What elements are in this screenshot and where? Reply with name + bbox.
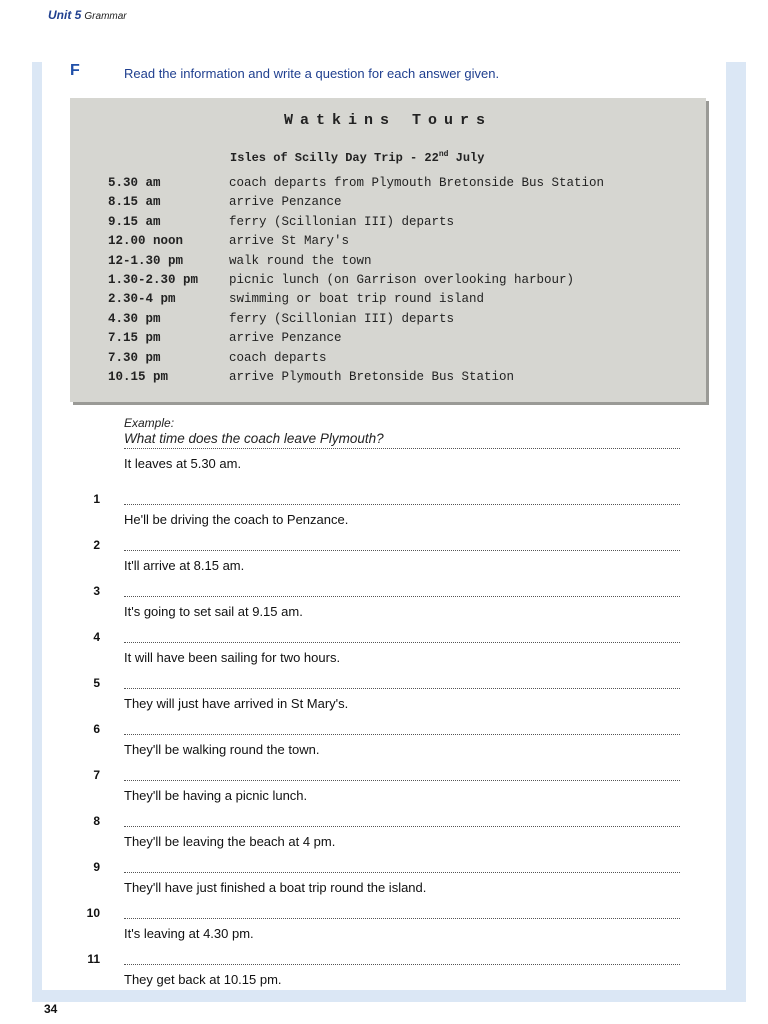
item-number: 1	[93, 492, 100, 506]
question-item	[0, 860, 768, 904]
item-number: 4	[93, 630, 100, 644]
answer-line[interactable]	[124, 494, 680, 505]
given-answer: It's leaving at 4.30 pm.	[124, 926, 254, 941]
answer-line[interactable]	[124, 816, 680, 827]
schedule-event: swimming or boat trip round island	[229, 292, 485, 307]
schedule-row	[108, 174, 604, 193]
question-item	[0, 492, 768, 536]
schedule-row	[108, 329, 604, 348]
given-answer: They will just have arrived in St Mary's.	[124, 696, 349, 711]
item-number: 7	[93, 768, 100, 782]
question-item	[0, 768, 768, 812]
answer-line[interactable]	[124, 678, 680, 689]
schedule-time: 5.30 am	[108, 176, 161, 190]
unit-header	[48, 8, 127, 22]
schedule-time: 12-1.30 pm	[108, 253, 184, 268]
notice-subtitle-main: Isles of Scilly Day Trip - 22	[230, 151, 439, 165]
question-item	[0, 538, 768, 582]
item-number: 11	[87, 952, 100, 966]
question-item	[0, 722, 768, 766]
schedule-event: ferry (Scillonian III) departs	[229, 311, 455, 326]
example-answer: It leaves at 5.30 am.	[124, 456, 242, 471]
schedule-row	[108, 213, 604, 232]
answer-line[interactable]	[124, 632, 680, 643]
schedule-event: ferry (Scillonian III) departs	[229, 214, 455, 229]
given-answer: They'll be leaving the beach at 4 pm.	[124, 834, 336, 849]
schedule-time: 10.15 pm	[108, 369, 169, 384]
tour-notice	[70, 98, 706, 402]
schedule-time: 1.30-2.30 pm	[108, 272, 199, 287]
schedule-row	[108, 349, 604, 368]
answer-line[interactable]	[124, 954, 680, 965]
given-answer: It's going to set sail at 9.15 am.	[124, 604, 303, 619]
schedule-time: 12.00 noon	[108, 234, 184, 249]
schedule-time: 4.30 pm	[108, 311, 161, 326]
schedule-event: arrive St Mary's	[229, 234, 350, 249]
given-answer: They'll have just finished a boat trip round the island.	[124, 880, 427, 895]
schedule-row	[108, 232, 604, 251]
question-item	[0, 630, 768, 674]
schedule-list	[108, 174, 604, 387]
item-number: 2	[93, 538, 100, 552]
schedule-time: 2.30-4 pm	[108, 292, 176, 307]
item-number: 6	[93, 722, 100, 736]
schedule-event: coach departs	[229, 350, 327, 365]
schedule-event: arrive Plymouth Bretonside Bus Station	[229, 369, 515, 384]
example-label: Example:	[124, 416, 175, 430]
given-answer: It will have been sailing for two hours.	[124, 650, 341, 665]
item-number: 3	[93, 584, 100, 598]
unit-label: Unit 5	[48, 8, 82, 22]
given-answer: They'll be having a picnic lunch.	[124, 788, 308, 803]
given-answer: It'll arrive at 8.15 am.	[124, 558, 245, 573]
notice-subtitle-sup: nd	[438, 150, 449, 159]
schedule-row	[108, 368, 604, 387]
schedule-time: 9.15 am	[108, 214, 161, 229]
schedule-row	[108, 252, 604, 271]
notice-subtitle	[230, 150, 484, 165]
exercise-instruction: Read the information and write a question for each answer given.	[124, 66, 500, 81]
question-item	[0, 952, 768, 996]
unit-topic: Grammar	[84, 11, 127, 22]
answer-line[interactable]	[124, 724, 680, 735]
answer-line[interactable]	[124, 540, 680, 551]
notice-title: Watkins Tours	[283, 112, 493, 129]
given-answer: He'll be driving the coach to Penzance.	[124, 512, 349, 527]
schedule-event: picnic lunch (on Garrison overlooking harbour)	[229, 272, 575, 287]
schedule-time: 7.30 pm	[108, 350, 161, 365]
exercise-letter: F	[70, 62, 80, 79]
schedule-event: arrive Penzance	[229, 331, 342, 346]
schedule-event: coach departs from Plymouth Bretonside Bus Station	[229, 176, 605, 190]
question-item	[0, 906, 768, 950]
schedule-event: arrive Penzance	[229, 195, 342, 210]
answer-line[interactable]	[124, 862, 680, 873]
question-item	[0, 584, 768, 628]
answer-line[interactable]	[124, 586, 680, 597]
given-answer: They'll be walking round the town.	[124, 742, 320, 757]
given-answer: They get back at 10.15 pm.	[124, 972, 282, 987]
schedule-row	[108, 271, 604, 290]
schedule-row	[108, 193, 604, 212]
answer-line[interactable]	[124, 908, 680, 919]
schedule-event: walk round the town	[229, 253, 372, 268]
question-item	[0, 676, 768, 720]
schedule-row	[108, 310, 604, 329]
item-number: 10	[86, 906, 100, 920]
example-question: What time does the coach leave Plymouth?	[124, 430, 680, 449]
answer-line[interactable]	[124, 770, 680, 781]
question-item	[0, 814, 768, 858]
schedule-row	[108, 290, 604, 309]
item-number: 9	[93, 860, 100, 874]
item-number: 8	[93, 814, 100, 828]
notice-subtitle-end: July	[448, 151, 485, 165]
page-number: 34	[44, 1002, 58, 1016]
schedule-time: 8.15 am	[108, 195, 161, 210]
item-number: 5	[93, 676, 100, 690]
schedule-time: 7.15 pm	[108, 331, 161, 346]
